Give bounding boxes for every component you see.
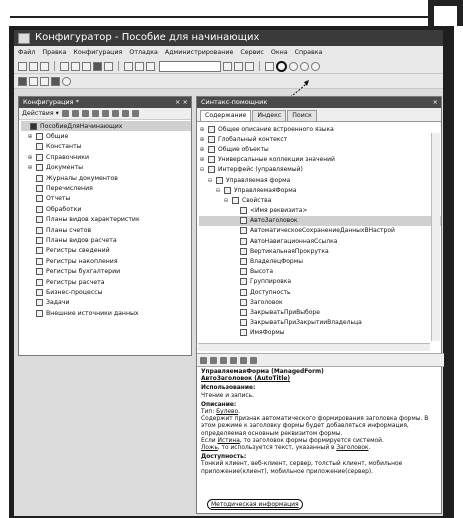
- expander-icon[interactable]: ⊕: [27, 133, 33, 141]
- tree-item-label: АвтоматическоеСохранениеДанныхВНастрой: [250, 227, 395, 235]
- tree-item-label: Регистры бухгалтерии: [46, 268, 121, 276]
- info-icon[interactable]: [311, 62, 320, 71]
- tree-item[interactable]: [21, 225, 191, 235]
- tree-item-label: Управляемая форма: [226, 176, 291, 184]
- find-icon[interactable]: [146, 62, 155, 71]
- tree-item[interactable]: [199, 318, 441, 328]
- settings-icon[interactable]: [250, 357, 257, 364]
- run-icon[interactable]: [62, 77, 71, 86]
- node-icon: [240, 319, 247, 326]
- db-icon[interactable]: [51, 77, 60, 86]
- tree-item[interactable]: [21, 246, 191, 256]
- preview-icon[interactable]: [104, 62, 113, 71]
- secondary-toolbar: [14, 74, 443, 89]
- node-icon: [36, 268, 43, 275]
- tree-item[interactable]: [21, 256, 191, 266]
- node-icon: [208, 136, 215, 143]
- type-prefix: Тип:: [201, 409, 217, 416]
- tree-item-label: Внешние источники данных: [46, 309, 139, 317]
- node-icon: [240, 207, 247, 214]
- actions-menu[interactable]: Действия ▾: [22, 110, 59, 117]
- tree-item-label: Высота: [250, 268, 273, 276]
- type-suffix: .: [238, 409, 241, 416]
- back-icon[interactable]: [200, 357, 207, 364]
- tree-item[interactable]: [199, 124, 441, 134]
- tree-item-label: ЗакрыватьПриЗакрытииВладельца: [250, 319, 362, 327]
- tree-item[interactable]: [199, 267, 441, 277]
- move-up-icon[interactable]: [102, 110, 109, 117]
- forward-icon[interactable]: [210, 357, 217, 364]
- copy-icon[interactable]: [71, 62, 80, 71]
- node-icon: [240, 258, 247, 265]
- node-icon: [36, 237, 43, 244]
- tab-search[interactable]: Поиск: [287, 110, 317, 121]
- expander-icon[interactable]: ⊖: [215, 186, 221, 194]
- menu-windows[interactable]: Окна: [270, 49, 288, 56]
- menu-help[interactable]: Справка: [294, 49, 323, 56]
- node-icon: [208, 156, 215, 163]
- tree-item-label: ВладелецФормы: [250, 258, 303, 266]
- toolbar-separator: [54, 61, 55, 71]
- tree-item-label: Отчеты: [46, 195, 71, 203]
- expander-icon[interactable]: ⊖: [207, 176, 213, 184]
- tree-item-label: Регистры сведений: [46, 247, 110, 255]
- configuration-tree: [19, 120, 191, 318]
- vertical-scrollbar[interactable]: [431, 133, 440, 341]
- expander-icon[interactable]: ⊖: [199, 166, 205, 174]
- description-heading: УправляемаяФорма (ManagedForm): [201, 369, 324, 375]
- find-next-icon[interactable]: [223, 62, 232, 71]
- node-icon: [240, 238, 247, 245]
- node-icon: [240, 268, 247, 275]
- move-down-icon[interactable]: [112, 110, 119, 117]
- help-icon[interactable]: [300, 62, 309, 71]
- toolbar-separator: [259, 61, 260, 71]
- configuration-panel-toolbar: [19, 108, 191, 120]
- tree-item-label: Регистры накопления: [46, 257, 118, 265]
- menu-bar: [14, 46, 443, 59]
- configuration-panel-header: [19, 97, 191, 108]
- redo-icon[interactable]: [135, 62, 144, 71]
- tree-item[interactable]: [21, 142, 191, 152]
- tab-contents[interactable]: Содержание: [200, 110, 251, 121]
- undo-icon[interactable]: [124, 62, 133, 71]
- node-icon: [240, 248, 247, 255]
- expander-icon[interactable]: ⊕: [199, 135, 205, 143]
- if-prefix: Если: [201, 437, 218, 444]
- tree-item-label: Планы счетов: [46, 226, 92, 234]
- node-icon: [36, 164, 43, 171]
- node-icon: [36, 133, 43, 140]
- close-icon[interactable]: ×: [432, 98, 438, 106]
- availability-text: Тонкий клиент, веб-клиент, сервер, толстый клиент, мобильное приложение(клиент), мобильное приложение(сервер).: [201, 461, 403, 475]
- expander-icon[interactable]: ⊕: [199, 145, 205, 153]
- node-icon: [36, 216, 43, 223]
- refresh-icon[interactable]: [265, 62, 274, 71]
- tree-item[interactable]: [21, 287, 191, 297]
- tree-item[interactable]: [199, 185, 441, 195]
- type-link[interactable]: Булево: [216, 409, 239, 416]
- tree-item[interactable]: [199, 307, 441, 317]
- print-help-icon[interactable]: [240, 357, 247, 364]
- tree-item[interactable]: [199, 155, 441, 165]
- cut-icon[interactable]: [60, 62, 69, 71]
- tree-item-label: ИмяФормы: [250, 329, 285, 337]
- tree-item-label: Задачи: [46, 299, 70, 307]
- true-false-note: [201, 438, 437, 452]
- tree-item-label: Перечисления: [46, 185, 93, 193]
- node-icon: [208, 146, 215, 153]
- tree-item[interactable]: [21, 152, 191, 162]
- edit-icon[interactable]: [72, 110, 79, 117]
- tree-item[interactable]: [21, 194, 191, 204]
- tree-item-label: Константы: [46, 143, 82, 151]
- horizontal-scrollbar[interactable]: [198, 343, 430, 351]
- tree-item-label: ЗакрыватьПриВыборе: [250, 308, 320, 316]
- tree-item[interactable]: [199, 165, 441, 175]
- availability-label: Доступность:: [201, 454, 247, 461]
- open-icon[interactable]: [29, 62, 38, 71]
- tree-item[interactable]: [21, 204, 191, 214]
- tree-item-label: Доступность: [250, 288, 291, 296]
- add-icon[interactable]: [62, 110, 69, 117]
- node-icon: [216, 177, 223, 184]
- node-icon: [208, 126, 215, 133]
- true-link[interactable]: Истина: [217, 437, 240, 444]
- configuration-panel-title: Конфигурация *: [23, 98, 79, 106]
- tree-item[interactable]: [199, 216, 441, 226]
- config-tree-icon[interactable]: [29, 77, 38, 86]
- debug-icon[interactable]: [289, 62, 298, 71]
- node-icon: [224, 187, 231, 194]
- tree-item-label: Общие: [46, 133, 69, 141]
- syntax-assistant-panel: [196, 96, 442, 514]
- tree-item[interactable]: [21, 173, 191, 183]
- description-toolbar: [197, 353, 444, 367]
- tree-item[interactable]: [21, 266, 191, 276]
- expander-icon[interactable]: ⊕: [27, 153, 33, 161]
- tree-item[interactable]: [21, 131, 191, 141]
- node-icon: [36, 289, 43, 296]
- false-link[interactable]: Ложь: [201, 445, 218, 452]
- tree-item[interactable]: [21, 298, 191, 308]
- menu-file[interactable]: Файл: [18, 49, 36, 56]
- tree-item-label: <Имя реквизита>: [250, 207, 308, 215]
- node-icon: [30, 123, 37, 130]
- tree-item-label: Регистры расчета: [46, 278, 105, 286]
- tree-item-label: Общее описание встроенного языка: [218, 125, 334, 133]
- expander-icon[interactable]: ⊕: [199, 125, 205, 133]
- sort-icon[interactable]: [122, 110, 129, 117]
- syntax-panel-title: Синтакс-помощник: [201, 98, 268, 106]
- delete-icon[interactable]: [92, 110, 99, 117]
- tree-item-label: Документы: [46, 164, 84, 172]
- tree-item[interactable]: [199, 246, 441, 256]
- app-logo-icon: [18, 33, 30, 44]
- menu-service[interactable]: Сервис: [240, 49, 264, 56]
- if-mid: , то заголовок формы формируется системой.: [239, 437, 384, 444]
- tree-item[interactable]: [199, 195, 441, 205]
- menu-debug[interactable]: Отладка: [129, 49, 158, 56]
- close-icon[interactable]: × ×: [175, 98, 188, 106]
- tree-item-label: Общие объекты: [218, 145, 269, 153]
- node-icon: [36, 175, 43, 182]
- find-prev-icon[interactable]: [234, 62, 243, 71]
- node-icon: [36, 195, 43, 202]
- node-icon: [240, 289, 247, 296]
- tree-item-label: ВертикальнаяПрокрутка: [250, 247, 329, 255]
- tree-item-label: АвтоНавигационнаяСсылка: [250, 237, 338, 245]
- node-icon: [36, 227, 43, 234]
- main-toolbar: [14, 59, 443, 74]
- usage-label: Использование:: [201, 385, 256, 392]
- node-icon: [36, 206, 43, 213]
- tree-item-label: Обработки: [46, 205, 82, 213]
- page-header-rule: [10, 16, 430, 18]
- tree-item-label: Справочники: [46, 153, 89, 161]
- tree-item-label: ПособиеДляНачинающих: [40, 122, 123, 130]
- node-icon: [240, 227, 247, 234]
- expander-icon[interactable]: ⊕: [199, 156, 205, 164]
- description-text: Содержит признак автоматического формирования заголовка формы. В этом режиме к заголовку формы будет добавляться информация, определяемая основным реквизитом формы.: [201, 416, 429, 437]
- tree-item[interactable]: [199, 134, 441, 144]
- syntax-tree: [197, 122, 441, 337]
- node-icon: [240, 217, 247, 224]
- print-icon[interactable]: [93, 62, 102, 71]
- tree-item-label: Универсальные коллекции значений: [218, 156, 335, 164]
- usage-text: Чтение и запись.: [201, 392, 254, 399]
- tree-item[interactable]: [199, 297, 441, 307]
- node-icon: [240, 329, 247, 336]
- page-corner-tab: [428, 0, 463, 26]
- tree-item[interactable]: [21, 235, 191, 245]
- node-icon: [240, 309, 247, 316]
- new-icon[interactable]: [18, 62, 27, 71]
- tree-item[interactable]: [199, 206, 441, 216]
- description-label: Описание:: [201, 401, 237, 408]
- tree-item-label: Планы видов расчета: [46, 236, 117, 244]
- tree-item[interactable]: [21, 163, 191, 173]
- expander-icon[interactable]: ⊖: [223, 196, 229, 204]
- node-icon: [36, 299, 43, 306]
- menu-configuration[interactable]: Конфигурация: [73, 49, 123, 56]
- title-link[interactable]: Заголовок: [336, 445, 369, 452]
- description-property[interactable]: АвтоЗаголовок (AutoTitle): [201, 376, 291, 383]
- menu-administration[interactable]: Администрирование: [164, 49, 234, 56]
- tree-item-label: АвтоЗаголовок: [250, 217, 298, 225]
- configuration-panel: [18, 96, 192, 356]
- tree-item[interactable]: [21, 215, 191, 225]
- save-icon[interactable]: [40, 62, 49, 71]
- node-icon: [36, 279, 43, 286]
- node-icon: [240, 278, 247, 285]
- type-line: [201, 409, 437, 416]
- tab-index[interactable]: Индекс: [252, 110, 286, 121]
- methodical-info-link[interactable]: Методическая информация: [207, 499, 303, 510]
- tree-item[interactable]: [199, 256, 441, 266]
- node-icon: [36, 310, 43, 317]
- find-all-icon[interactable]: [245, 62, 254, 71]
- node-icon: [36, 185, 43, 192]
- expander-icon[interactable]: ⊕: [27, 164, 33, 172]
- node-icon: [208, 166, 215, 173]
- tree-item[interactable]: [199, 277, 441, 287]
- search-combo[interactable]: [159, 61, 221, 72]
- node-icon: [36, 247, 43, 254]
- tree-item-label: УправляемаяФорма: [234, 186, 297, 194]
- node-icon: [232, 197, 239, 204]
- tree-item[interactable]: [21, 277, 191, 287]
- screenshot-frame: [9, 26, 454, 518]
- db-update-icon[interactable]: [40, 77, 49, 86]
- tree-item-label: Свойства: [242, 196, 272, 204]
- copy-item-icon[interactable]: [82, 110, 89, 117]
- tree-item-label: Журналы документов: [46, 174, 118, 182]
- tree-item[interactable]: [199, 144, 441, 154]
- description-pane: [201, 369, 437, 476]
- filter-icon[interactable]: [132, 110, 139, 117]
- tree-item-label: Планы видов характеристик: [46, 216, 140, 224]
- tree-item-label: Заголовок: [250, 298, 283, 306]
- syntax-assistant-icon[interactable]: [276, 61, 287, 72]
- if-tail: , то используется текст, указанный в: [217, 445, 337, 452]
- tree-item[interactable]: [199, 287, 441, 297]
- node-icon: [36, 258, 43, 265]
- paste-icon[interactable]: [82, 62, 91, 71]
- tree-item-label: Интерфейс (управляемый): [218, 166, 303, 174]
- window-title: Конфигуратор - Пособие для начинающих: [35, 32, 260, 43]
- tree-item-label: Глобальный контекст: [218, 135, 288, 143]
- tree-item[interactable]: [199, 175, 441, 185]
- title-bar: [14, 30, 443, 46]
- tree-item[interactable]: [199, 226, 441, 236]
- tree-item-label: Группировка: [250, 278, 292, 286]
- tree-item[interactable]: [21, 308, 191, 318]
- tree-item-label: Бизнес-процессы: [46, 288, 103, 296]
- copy-text-icon[interactable]: [230, 357, 237, 364]
- node-icon: [36, 154, 43, 161]
- tree-item[interactable]: [21, 121, 191, 131]
- node-icon: [36, 143, 43, 150]
- syntax-tabs: [197, 108, 441, 122]
- syntax-panel-header: [197, 97, 441, 108]
- tree-item[interactable]: [21, 183, 191, 193]
- configurator-window: [14, 30, 443, 516]
- node-icon: [240, 299, 247, 306]
- sync-icon[interactable]: [220, 357, 227, 364]
- menu-edit[interactable]: Правка: [42, 49, 67, 56]
- config-open-icon[interactable]: [18, 77, 27, 86]
- tree-item[interactable]: [199, 236, 441, 246]
- toolbar-separator: [118, 61, 119, 71]
- tree-item[interactable]: [199, 328, 441, 338]
- if-end: .: [368, 445, 371, 452]
